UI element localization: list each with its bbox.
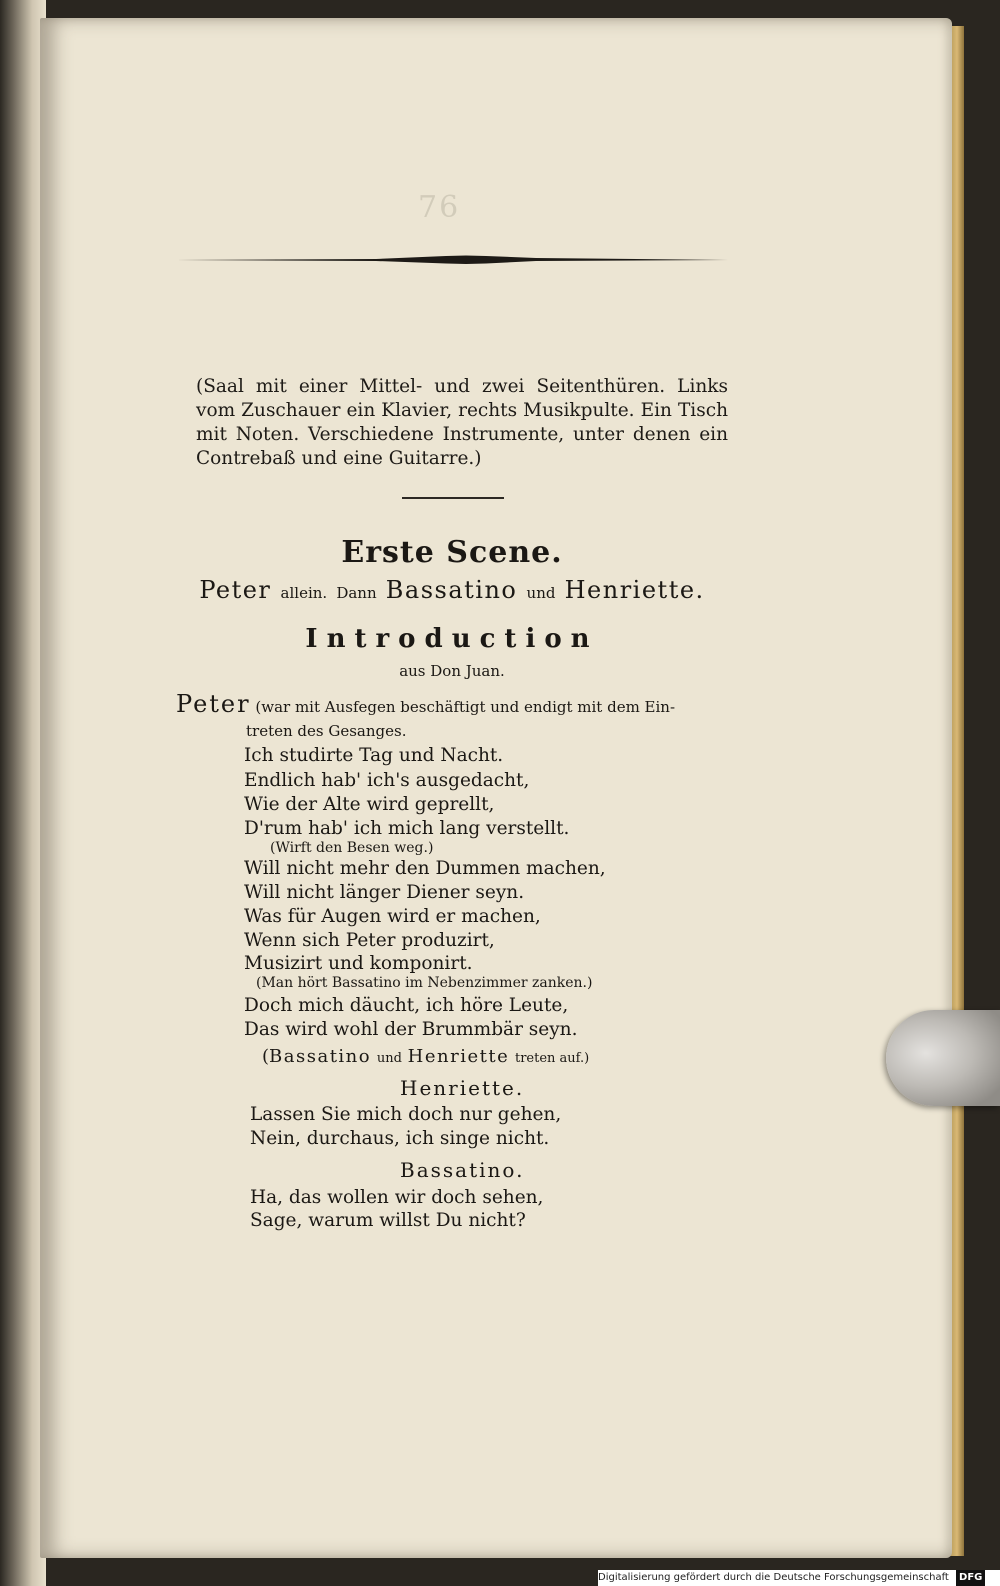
speaker-bassatino: Bassatino. (400, 1158, 525, 1182)
entrance-und: und (376, 1051, 402, 1066)
page-holder-thumb (886, 1010, 1000, 1106)
entrance-direction (262, 1046, 589, 1067)
stage-direction: (Saal mit einer Mittel- und zwei Seitenthüren. Links vom Zuschauer ein Klavier, rechts Musikpulte. Ein Tisch mit Noten. Verschiedene Instrumente, unter denen ein Contrebaß und eine Guitarre.) (196, 376, 728, 469)
page-number-bleedthrough: 76 (418, 190, 461, 225)
verse-line: Was für Augen wird er machen, (244, 906, 541, 927)
entrance-henriette: Henriette (407, 1046, 510, 1067)
verse-line: D'rum hab' ich mich lang verstellt. (244, 818, 570, 839)
cast-henriette: Henriette. (564, 576, 705, 604)
verse-line: Lassen Sie mich doch nur gehen, (250, 1104, 562, 1125)
dfg-logo: DFG (956, 1570, 985, 1586)
verse-line: Ich studirte Tag und Nacht. (244, 745, 504, 766)
direction-besen: (Wirft den Besen weg.) (270, 840, 434, 856)
verse-line: Wenn sich Peter produzirt, (244, 930, 495, 951)
cast-line (176, 576, 728, 604)
peter-direction-continued: treten des Gesanges. (246, 722, 407, 740)
credit-text: Digitalisierung gefördert durch die Deutsche Forschungsgemeinschaft (598, 1572, 949, 1583)
verse-line: Nein, durchaus, ich singe nicht. (250, 1128, 550, 1149)
entrance-bassatino: Bassatino (269, 1046, 372, 1067)
cast-bassatino: Bassatino (385, 576, 518, 604)
verse-line: Sage, warum willst Du nicht? (250, 1210, 526, 1231)
entrance-rest: treten auf.) (514, 1051, 590, 1066)
introduction-title: Introduction (305, 624, 599, 654)
verse-line: Will nicht mehr den Dummen machen, (244, 858, 606, 879)
digitization-credit (598, 1570, 1000, 1586)
cast-word-und: und (526, 584, 556, 602)
verse-line: Endlich hab' ich's ausgedacht, (244, 770, 530, 791)
verse-line: Ha, das wollen wir doch sehen, (250, 1187, 544, 1208)
verse-line: Das wird wohl der Brummbär seyn. (244, 1019, 578, 1040)
book-fore-edge (950, 26, 964, 1556)
cast-word-allein: allein. (280, 584, 328, 602)
peter-stage-line (176, 692, 728, 743)
ornamental-rule (176, 255, 728, 265)
cast-peter: Peter (199, 576, 272, 604)
verse-line: Wie der Alte wird geprellt, (244, 794, 495, 815)
verse-line: Doch mich däucht, ich höre Leute, (244, 995, 569, 1016)
speaker-henriette: Henriette. (400, 1076, 525, 1100)
introduction-subtitle: aus Don Juan. (399, 662, 505, 680)
cast-word-dann: Dann (336, 584, 377, 602)
verse-line: Will nicht länger Diener seyn. (244, 882, 525, 903)
entrance-open: ( (262, 1046, 270, 1067)
verse-line: Musizirt und komponirt. (244, 953, 473, 974)
direction-zanken: (Man hört Bassatino im Nebenzimmer zanken.) (256, 975, 593, 991)
short-divider (402, 497, 504, 499)
speaker-peter: Peter (176, 690, 251, 718)
peter-direction: (war mit Ausfegen beschäftigt und endigt mit dem Ein- (255, 698, 676, 716)
scene-title: Erste Scene. (341, 535, 563, 570)
